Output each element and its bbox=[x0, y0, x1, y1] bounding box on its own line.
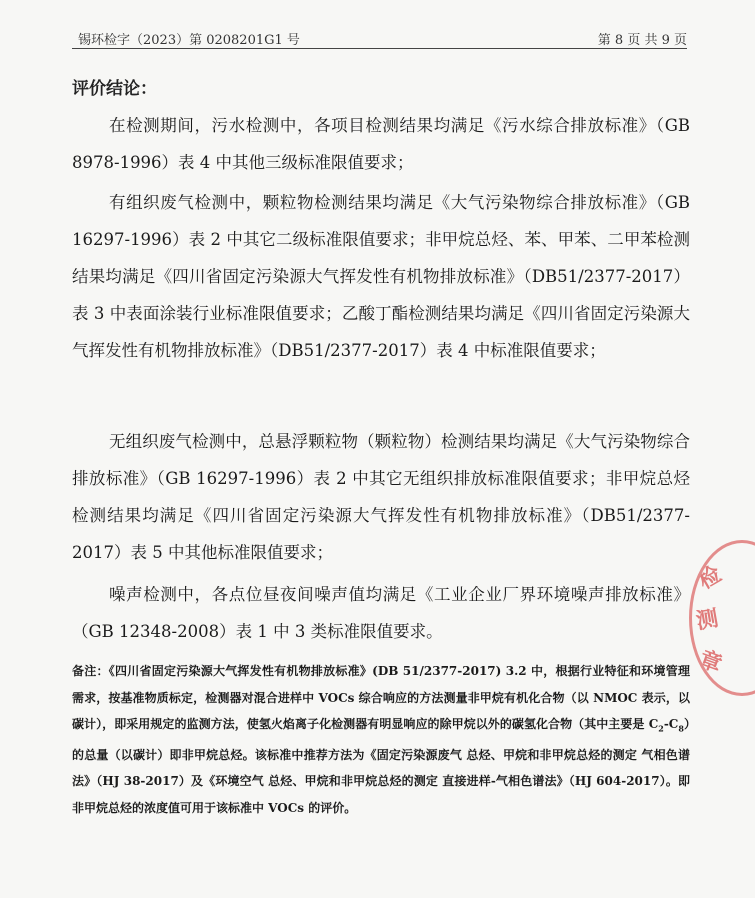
conclusion-noise: 噪声检测中，各点位昼夜间噪声值均满足《工业企业厂界环境噪声排放标准》（GB 12348-2008）表 1 中 3 类标准限值要求。 bbox=[72, 585, 690, 641]
remark-sub-1: 2 bbox=[658, 723, 664, 734]
conclusion-wastewater: 在检测期间，污水检测中，各项目检测结果均满足《污水综合排放标准》（GB 8978-1996）表 4 中其他三级标准限值要求； bbox=[72, 116, 690, 172]
report-number: 锡环检字（2023）第 0208201G1 号 bbox=[78, 33, 300, 48]
page-header bbox=[72, 26, 687, 49]
remark-text-3: ）的总量（以碳计）即非甲烷总烃。该标准中推荐方法为《固定污染源废气 总烃、甲烷和非甲烷总烃的测定 气相色谱法》（HJ 38-2017）及《环境空气 总烃、甲烷和非甲烷总烃的测定 直接进样-气相色谱法》（HJ 604-2017）。即非甲烷总烃的浓度值可用于该标准中 VOCs 的评价。 bbox=[72, 717, 690, 815]
remark-note bbox=[72, 658, 690, 821]
remark-text-1: 备注：《四川省固定污染源大气挥发性有机物排放标准》(DB 51/2377-2017) 3.2 中，根据行业特征和环境管理需求，按基准物质标定，检测器对混合进样中 VOCs 综合响应的方法测量非甲烷有机化合物（以 NMOC 表示，以碳计），即采用规定的监测方法，使氢火焰离子化检测器有明显响应的除甲烷以外的碳氢化合物（其中主要是 C bbox=[72, 664, 690, 731]
page-info: 第 8 页 共 9 页 bbox=[597, 33, 687, 48]
conclusion-organized-gas: 有组织废气检测中，颗粒物检测结果均满足《大气污染物综合排放标准》（GB 16297-1996）表 2 中其它二级标准限值要求；非甲烷总烃、苯、甲苯、二甲苯检测结果均满足《四川省固定污染源大气挥发性有机物排放标准》（DB51/2377-2017）表 3 中表面涂装行业标准限值要求；乙酸丁酯检测结果均满足《四川省固定污染源大气挥发性有机物排放标准》（DB51/2377-2017）表 4 中标准限值要求； bbox=[72, 193, 690, 360]
red-seal-stamp: 检 测 章 bbox=[689, 540, 755, 696]
remark-text-2: -C bbox=[663, 717, 679, 731]
section-title: 评价结论： bbox=[72, 79, 157, 99]
remark-sub-2: 8 bbox=[678, 723, 684, 734]
conclusion-unorganized-gas: 无组织废气检测中，总悬浮颗粒物（颗粒物）检测结果均满足《大气污染物综合排放标准》（GB 16297-1996）表 2 中其它无组织排放标准限值要求；非甲烷总烃检测结果均满足《四川省固定污染源大气挥发性有机物排放标准》（DB51/2377-2017）表 5 中其他标准限值要求； bbox=[72, 432, 690, 562]
